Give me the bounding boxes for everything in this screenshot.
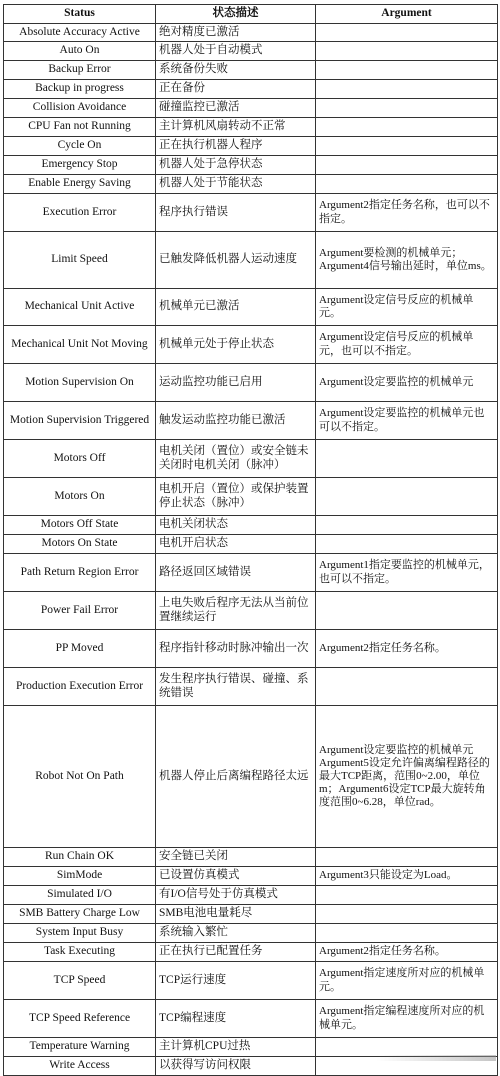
argument-cell <box>316 137 498 156</box>
status-cell: Power Fail Error <box>4 592 156 630</box>
status-cell: Backup in progress <box>4 80 156 99</box>
argument-cell: Argument指定速度所对应的机械单元。 <box>316 962 498 1000</box>
status-cell: Motion Supervision On <box>4 364 156 402</box>
argument-cell: Argument设定信号反应的机械单元。 <box>316 289 498 326</box>
description-cell: 以获得写访问权限 <box>156 1057 316 1076</box>
table-row <box>4 886 498 905</box>
status-cell: Robot Not On Path <box>4 706 156 848</box>
table-row <box>4 326 498 364</box>
argument-cell: Argument要检测的机械单元；Argument4信号输出延时，单位ms。 <box>316 232 498 289</box>
status-table <box>3 4 498 1076</box>
argument-cell <box>316 848 498 867</box>
argument-cell <box>316 924 498 943</box>
status-cell: TCP Speed <box>4 962 156 1000</box>
description-cell: TCP编程速度 <box>156 1000 316 1038</box>
table-row <box>4 905 498 924</box>
description-cell: 电机关闭状态 <box>156 516 316 535</box>
description-cell: 有I/O信号处于仿真模式 <box>156 886 316 905</box>
status-cell: SimMode <box>4 867 156 886</box>
status-cell: SMB Battery Charge Low <box>4 905 156 924</box>
argument-cell <box>316 440 498 478</box>
argument-cell: Argument2指定任务名称。 <box>316 630 498 668</box>
status-cell: Motors On State <box>4 535 156 554</box>
status-cell: Temperature Warning <box>4 1038 156 1057</box>
table-row <box>4 554 498 592</box>
status-cell: Production Execution Error <box>4 668 156 706</box>
table-row <box>4 1038 498 1057</box>
table-row <box>4 175 498 194</box>
status-cell: Run Chain OK <box>4 848 156 867</box>
table-row <box>4 516 498 535</box>
description-cell: 安全链已关闭 <box>156 848 316 867</box>
status-cell: Simulated I/O <box>4 886 156 905</box>
description-cell: 机器人处于自动模式 <box>156 42 316 61</box>
table-row <box>4 1000 498 1038</box>
table-row <box>4 478 498 516</box>
status-cell: CPU Fan not Running <box>4 118 156 137</box>
status-cell: TCP Speed Reference <box>4 1000 156 1038</box>
argument-cell <box>316 516 498 535</box>
argument-cell <box>316 905 498 924</box>
status-cell: Limit Speed <box>4 232 156 289</box>
description-cell: 机器人停止后离编程路径太远 <box>156 706 316 848</box>
table-row <box>4 535 498 554</box>
table-body <box>4 24 498 1076</box>
table-row <box>4 943 498 962</box>
status-cell: Collision Avoidance <box>4 99 156 118</box>
description-cell: 机器人处于急停状态 <box>156 156 316 175</box>
status-cell: Absolute Accuracy Active <box>4 24 156 42</box>
status-cell: Emergency Stop <box>4 156 156 175</box>
status-cell: Mechanical Unit Not Moving <box>4 326 156 364</box>
header-status: Status <box>4 5 156 24</box>
description-cell: 正在执行机器人程序 <box>156 137 316 156</box>
description-cell: 程序指针移动时脉冲输出一次 <box>156 630 316 668</box>
description-cell: 电机开启状态 <box>156 535 316 554</box>
description-cell: 绝对精度已激活 <box>156 24 316 42</box>
description-cell: 触发运动监控功能已激活 <box>156 402 316 440</box>
status-cell: Execution Error <box>4 194 156 232</box>
table-row <box>4 867 498 886</box>
argument-cell: Argument1指定要监控的机械单元，也可以不指定。 <box>316 554 498 592</box>
argument-cell: Argument3只能设定为Load。 <box>316 867 498 886</box>
argument-cell <box>316 535 498 554</box>
header-argument: Argument <box>316 5 498 24</box>
argument-cell: Argument设定信号反应的机械单元，也可以不指定。 <box>316 326 498 364</box>
argument-cell: Argument设定要监控的机械单元Argument5设定允许偏离编程路径的最大TCP距离，范围0~2.00，单位m；Argument6设定TCP最大旋转角度范围0~6.28，单位rad。 <box>316 706 498 848</box>
description-cell: TCP运行速度 <box>156 962 316 1000</box>
description-cell: 主计算机风扇转动不正常 <box>156 118 316 137</box>
description-cell: 已设置仿真模式 <box>156 867 316 886</box>
description-cell: 主计算机CPU过热 <box>156 1038 316 1057</box>
argument-cell <box>316 886 498 905</box>
argument-cell <box>316 80 498 99</box>
status-cell: Write Access <box>4 1057 156 1076</box>
status-cell: Motion Supervision Triggered <box>4 402 156 440</box>
description-cell: 电机开启（置位）或保护装置停止状态（脉冲） <box>156 478 316 516</box>
status-cell: Motors Off <box>4 440 156 478</box>
status-cell: Mechanical Unit Active <box>4 289 156 326</box>
argument-cell <box>316 668 498 706</box>
argument-cell <box>316 1038 498 1057</box>
status-cell: System Input Busy <box>4 924 156 943</box>
table-row <box>4 137 498 156</box>
argument-cell <box>316 99 498 118</box>
description-cell: 正在备份 <box>156 80 316 99</box>
argument-cell <box>316 24 498 42</box>
argument-cell: Argument2指定任务名称，也可以不指定。 <box>316 194 498 232</box>
description-cell: 系统输入繁忙 <box>156 924 316 943</box>
table-row <box>4 61 498 80</box>
description-cell: 正在执行已配置任务 <box>156 943 316 962</box>
table-row <box>4 194 498 232</box>
description-cell: 发生程序执行错误、碰撞、系统错误 <box>156 668 316 706</box>
watermark <box>376 1055 496 1061</box>
table-row <box>4 156 498 175</box>
argument-cell <box>316 156 498 175</box>
description-cell: SMB电池电量耗尽 <box>156 905 316 924</box>
table-row <box>4 80 498 99</box>
description-cell: 机械单元已激活 <box>156 289 316 326</box>
table-row <box>4 24 498 42</box>
description-cell: 上电失败后程序无法从当前位置继续运行 <box>156 592 316 630</box>
table-row <box>4 592 498 630</box>
table-row <box>4 924 498 943</box>
status-cell: PP Moved <box>4 630 156 668</box>
argument-cell: Argument设定要监控的机械单元也可以不指定。 <box>316 402 498 440</box>
argument-cell <box>316 118 498 137</box>
table-row <box>4 630 498 668</box>
table-row <box>4 118 498 137</box>
description-cell: 路径返回区域错误 <box>156 554 316 592</box>
description-cell: 已触发降低机器人运动速度 <box>156 232 316 289</box>
table-row <box>4 962 498 1000</box>
argument-cell: Argument指定编程速度所对应的机械单元。 <box>316 1000 498 1038</box>
status-cell: Task Executing <box>4 943 156 962</box>
argument-cell: Argument2指定任务名称。 <box>316 943 498 962</box>
argument-cell <box>316 42 498 61</box>
table-row <box>4 99 498 118</box>
table-row <box>4 706 498 848</box>
description-cell: 碰撞监控已激活 <box>156 99 316 118</box>
argument-cell <box>316 478 498 516</box>
table-row <box>4 440 498 478</box>
description-cell: 电机关闭（置位）或安全链未关闭时电机关闭（脉冲） <box>156 440 316 478</box>
table-row <box>4 668 498 706</box>
table-row <box>4 289 498 326</box>
status-cell: Backup Error <box>4 61 156 80</box>
argument-cell <box>316 61 498 80</box>
table-row <box>4 232 498 289</box>
argument-cell: Argument设定要监控的机械单元 <box>316 364 498 402</box>
header-description: 状态描述 <box>156 5 316 24</box>
description-cell: 运动监控功能已启用 <box>156 364 316 402</box>
table-row <box>4 364 498 402</box>
status-cell: Enable Energy Saving <box>4 175 156 194</box>
table-header-row <box>4 5 498 24</box>
status-cell: Motors On <box>4 478 156 516</box>
description-cell: 程序执行错误 <box>156 194 316 232</box>
description-cell: 系统备份失败 <box>156 61 316 80</box>
table-row <box>4 848 498 867</box>
table-row <box>4 42 498 61</box>
argument-cell <box>316 592 498 630</box>
table-row <box>4 402 498 440</box>
description-cell: 机械单元处于停止状态 <box>156 326 316 364</box>
status-cell: Cycle On <box>4 137 156 156</box>
argument-cell <box>316 175 498 194</box>
status-cell: Auto On <box>4 42 156 61</box>
status-cell: Path Return Region Error <box>4 554 156 592</box>
description-cell: 机器人处于节能状态 <box>156 175 316 194</box>
status-cell: Motors Off State <box>4 516 156 535</box>
